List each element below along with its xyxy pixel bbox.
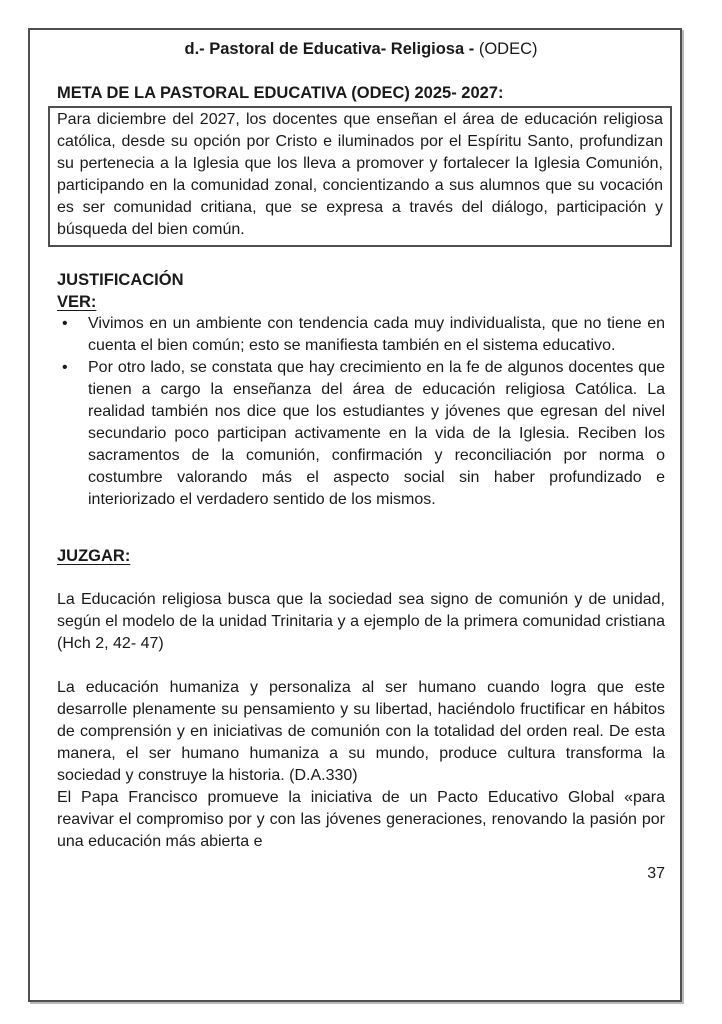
list-item: • Vivimos en un ambiente con tendencia cada muy individualista, que no tiene en cuenta el bien común; esto se manifiesta también en el sistema educativo. <box>88 313 665 357</box>
meta-box-text: Para diciembre del 2027, los docentes que enseñan el área de educación religiosa católica, desde su opción por Cristo e iluminados por el Espíritu Santo, profundizan su pertenecia a la Iglesia que los lleva a promover y fortalecer la Iglesia Comunión, participando en la comunidad zonal, concientizando a sus alumnos que su vocación es ser comunidad critiana, que se expresa a través del diálogo, participación y búsqueda del bien común. <box>57 111 663 238</box>
justificacion-heading: JUSTIFICACIÓN <box>57 271 184 289</box>
meta-box <box>48 106 672 247</box>
meta-heading: META DE LA PASTORAL EDUCATIVA (ODEC) 2025- 2027: <box>57 84 504 102</box>
juzgar-paragraph: El Papa Francisco promueve la iniciativa de un Pacto Educativo Global «para reavivar el compromiso por y con las jóvenes generaciones, renovando la pasión por una educación más abierta e <box>57 789 665 850</box>
page-number: 37 <box>647 865 665 882</box>
ver-heading: VER: <box>57 293 97 311</box>
juzgar-paragraph: La Educación religiosa busca que la sociedad sea signo de comunión y de unidad, según el modelo de la unidad Trinitaria y a ejemplo de la primera comunidad cristiana (Hch 2, 42- 47) <box>57 591 665 652</box>
page-title-regular: (ODEC) <box>474 40 538 58</box>
juzgar-paragraph: La educación humaniza y personaliza al ser humano cuando logra que este desarrolle plenamente su pensamiento y su libertad, haciéndolo fructificar en hábitos de comprensión y en iniciativas de comunión con la totalidad del orden real. De esta manera, el ser humano humaniza a su mundo, produce cultura transforma la sociedad y construye la historia. (D.A.330) <box>57 679 665 784</box>
page-title-bold: d.- Pastoral de Educativa- Religiosa - <box>184 40 475 58</box>
page-title <box>57 38 665 60</box>
ver-bullet-list <box>57 313 665 511</box>
page-frame <box>28 28 682 1002</box>
list-item: • Por otro lado, se constata que hay crecimiento en la fe de algunos docentes que tienen a cargo la enseñanza del área de educación religiosa Católica. La realidad también nos dice que los estudiantes y jóvenes que egresan del nivel secundario poco participan activamente en la vida de la Iglesia. Reciben los sacramentos de la comunión, confirmación y reconciliación por norma o costumbre valorando más el aspecto social sin haber profundizado e interiorizado el verdadero sentido de los mismos. <box>88 357 665 511</box>
juzgar-heading: JUZGAR: <box>57 547 131 565</box>
